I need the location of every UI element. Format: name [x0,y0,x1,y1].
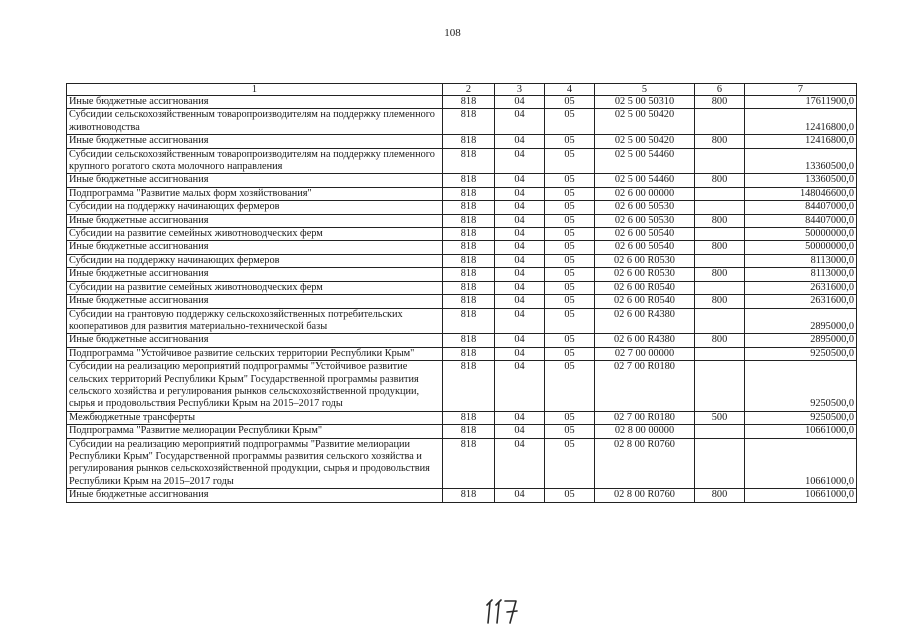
cell-ministry-code: 818 [443,228,495,241]
cell-subsection: 05 [545,187,595,200]
cell-section: 04 [495,96,545,109]
cell-subsection: 05 [545,361,595,412]
table-row [67,411,857,424]
row-description: Иные бюджетные ассигнования [67,135,443,148]
table-row [67,268,857,281]
column-header: 1 [67,84,443,96]
cell-section: 04 [495,411,545,424]
cell-section: 04 [495,361,545,412]
cell-amount: 9250500,0 [745,347,857,360]
table-row [67,334,857,347]
cell-ministry-code: 818 [443,438,495,489]
cell-subsection: 05 [545,109,595,135]
cell-section: 04 [495,347,545,360]
cell-ministry-code: 818 [443,254,495,267]
handwritten-page-number [483,596,533,626]
cell-expense-type: 800 [695,334,745,347]
cell-ministry-code: 818 [443,295,495,308]
table-row [67,135,857,148]
table-row [67,148,857,174]
cell-amount: 12416800,0 [745,109,857,135]
table-row [67,96,857,109]
cell-subsection: 05 [545,268,595,281]
row-description: Субсидии на поддержку начинающих фермеров [67,254,443,267]
cell-target-article: 02 6 00 00000 [595,187,695,200]
cell-section: 04 [495,425,545,438]
cell-ministry-code: 818 [443,281,495,294]
cell-subsection: 05 [545,135,595,148]
row-description: Субсидии сельскохозяйственным товаропроизводителям на поддержку племенного крупного рогатого скота молочного направления [67,148,443,174]
cell-amount: 9250500,0 [745,411,857,424]
cell-subsection: 05 [545,295,595,308]
cell-target-article: 02 8 00 R0760 [595,489,695,502]
cell-target-article: 02 6 00 50530 [595,201,695,214]
row-description: Иные бюджетные ассигнования [67,174,443,187]
row-description: Субсидии на поддержку начинающих фермеров [67,201,443,214]
table-row [67,438,857,489]
cell-expense-type [695,228,745,241]
cell-target-article: 02 5 00 54460 [595,148,695,174]
table-row [67,254,857,267]
cell-section: 04 [495,187,545,200]
cell-amount: 84407000,0 [745,214,857,227]
cell-subsection: 05 [545,254,595,267]
cell-section: 04 [495,334,545,347]
cell-subsection: 05 [545,281,595,294]
row-description: Субсидии сельскохозяйственным товаропроизводителям на поддержку племенного животноводства [67,109,443,135]
cell-subsection: 05 [545,174,595,187]
table-row [67,295,857,308]
cell-ministry-code: 818 [443,214,495,227]
cell-expense-type: 800 [695,135,745,148]
row-description: Субсидии на реализацию мероприятий подпрограммы "Устойчивое развитие сельских территорий Республики Крым" Государственной программы развития сельского хозяйства и регулирования рынков сельскохозяйственной продукции, сырья и продовольствия Республики Крым на 2015–2017 годы [67,361,443,412]
cell-target-article: 02 6 00 R4380 [595,334,695,347]
cell-amount: 2895000,0 [745,308,857,334]
cell-subsection: 05 [545,96,595,109]
cell-ministry-code: 818 [443,347,495,360]
cell-amount: 2895000,0 [745,334,857,347]
cell-amount: 10661000,0 [745,438,857,489]
cell-amount: 8113000,0 [745,268,857,281]
cell-amount: 50000000,0 [745,228,857,241]
row-description: Иные бюджетные ассигнования [67,268,443,281]
cell-ministry-code: 818 [443,109,495,135]
cell-amount: 17611900,0 [745,96,857,109]
row-description: Подпрограмма "Устойчивое развитие сельских территории Республики Крым" [67,347,443,360]
table-row [67,347,857,360]
cell-ministry-code: 818 [443,148,495,174]
row-description: Подпрограмма "Развитие мелиорации Республики Крым" [67,425,443,438]
table-row [67,187,857,200]
cell-expense-type [695,347,745,360]
column-header: 5 [595,84,695,96]
cell-expense-type: 800 [695,96,745,109]
table-row [67,241,857,254]
cell-subsection: 05 [545,411,595,424]
cell-target-article: 02 6 00 50540 [595,241,695,254]
cell-expense-type [695,109,745,135]
cell-target-article: 02 6 00 R0530 [595,268,695,281]
cell-target-article: 02 8 00 00000 [595,425,695,438]
cell-expense-type [695,187,745,200]
cell-expense-type: 800 [695,295,745,308]
row-description: Межбюджетные трансферты [67,411,443,424]
cell-target-article: 02 7 00 R0180 [595,361,695,412]
row-description: Иные бюджетные ассигнования [67,96,443,109]
cell-ministry-code: 818 [443,489,495,502]
cell-ministry-code: 818 [443,187,495,200]
row-description: Иные бюджетные ассигнования [67,214,443,227]
table-row [67,214,857,227]
row-description: Субсидии на развитие семейных животноводческих ферм [67,281,443,294]
cell-section: 04 [495,174,545,187]
cell-amount: 148046600,0 [745,187,857,200]
table-row [67,228,857,241]
cell-amount: 9250500,0 [745,361,857,412]
row-description: Иные бюджетные ассигнования [67,489,443,502]
cell-ministry-code: 818 [443,308,495,334]
cell-section: 04 [495,268,545,281]
cell-expense-type: 800 [695,214,745,227]
row-description: Субсидии на реализацию мероприятий подпрограммы "Развитие мелиорации Республики Крым" Государственной программы развития сельского хозяйства и регулирования рынков сельскохозяйственной продукции, сырья и продовольствия Республики Крым на 2015–2017 годы [67,438,443,489]
cell-expense-type: 800 [695,489,745,502]
table-row [67,489,857,502]
cell-expense-type: 800 [695,268,745,281]
table-row [67,109,857,135]
cell-subsection: 05 [545,425,595,438]
cell-target-article: 02 6 00 R4380 [595,308,695,334]
cell-target-article: 02 7 00 00000 [595,347,695,360]
cell-amount: 84407000,0 [745,201,857,214]
cell-expense-type [695,201,745,214]
cell-subsection: 05 [545,489,595,502]
cell-amount: 10661000,0 [745,489,857,502]
cell-expense-type [695,425,745,438]
cell-section: 04 [495,109,545,135]
cell-subsection: 05 [545,148,595,174]
table-row [67,361,857,412]
cell-target-article: 02 6 00 R0540 [595,295,695,308]
cell-subsection: 05 [545,214,595,227]
cell-subsection: 05 [545,201,595,214]
row-description: Субсидии на грантовую поддержку сельскохозяйственных потребительских кооперативов для развития материально-технической базы [67,308,443,334]
cell-subsection: 05 [545,241,595,254]
table-row [67,308,857,334]
cell-amount: 10661000,0 [745,425,857,438]
cell-section: 04 [495,438,545,489]
cell-ministry-code: 818 [443,334,495,347]
cell-amount: 13360500,0 [745,174,857,187]
budget-table [66,83,857,503]
cell-ministry-code: 818 [443,96,495,109]
cell-amount: 2631600,0 [745,281,857,294]
table-row [67,425,857,438]
cell-target-article: 02 5 00 54460 [595,174,695,187]
cell-ministry-code: 818 [443,268,495,281]
cell-section: 04 [495,201,545,214]
cell-subsection: 05 [545,438,595,489]
cell-amount: 12416800,0 [745,135,857,148]
cell-target-article: 02 5 00 50310 [595,96,695,109]
cell-expense-type [695,281,745,294]
cell-expense-type [695,361,745,412]
cell-amount: 50000000,0 [745,241,857,254]
table-row [67,281,857,294]
column-header: 3 [495,84,545,96]
cell-ministry-code: 818 [443,241,495,254]
column-header: 2 [443,84,495,96]
cell-ministry-code: 818 [443,425,495,438]
cell-target-article: 02 6 00 R0540 [595,281,695,294]
cell-target-article: 02 6 00 50540 [595,228,695,241]
cell-section: 04 [495,148,545,174]
cell-expense-type [695,254,745,267]
cell-subsection: 05 [545,334,595,347]
cell-section: 04 [495,135,545,148]
row-description: Субсидии на развитие семейных животноводческих ферм [67,228,443,241]
cell-subsection: 05 [545,228,595,241]
cell-section: 04 [495,254,545,267]
cell-expense-type [695,438,745,489]
table-header-row [67,84,857,96]
cell-ministry-code: 818 [443,361,495,412]
column-header: 6 [695,84,745,96]
cell-section: 04 [495,489,545,502]
cell-target-article: 02 6 00 50530 [595,214,695,227]
cell-section: 04 [495,214,545,227]
cell-ministry-code: 818 [443,135,495,148]
cell-target-article: 02 6 00 R0530 [595,254,695,267]
cell-section: 04 [495,228,545,241]
row-description: Иные бюджетные ассигнования [67,295,443,308]
table-row [67,174,857,187]
cell-ministry-code: 818 [443,201,495,214]
cell-ministry-code: 818 [443,174,495,187]
cell-amount: 8113000,0 [745,254,857,267]
cell-amount: 2631600,0 [745,295,857,308]
cell-section: 04 [495,308,545,334]
cell-expense-type [695,148,745,174]
cell-ministry-code: 818 [443,411,495,424]
cell-expense-type: 500 [695,411,745,424]
page-number: 108 [444,27,461,39]
row-description: Подпрограмма "Развитие малых форм хозяйствования" [67,187,443,200]
cell-expense-type [695,308,745,334]
column-header: 4 [545,84,595,96]
cell-subsection: 05 [545,347,595,360]
cell-target-article: 02 8 00 R0760 [595,438,695,489]
cell-target-article: 02 5 00 50420 [595,109,695,135]
cell-subsection: 05 [545,308,595,334]
table-row [67,201,857,214]
cell-amount: 13360500,0 [745,148,857,174]
cell-target-article: 02 5 00 50420 [595,135,695,148]
cell-section: 04 [495,241,545,254]
cell-section: 04 [495,281,545,294]
cell-expense-type: 800 [695,241,745,254]
row-description: Иные бюджетные ассигнования [67,334,443,347]
row-description: Иные бюджетные ассигнования [67,241,443,254]
cell-target-article: 02 7 00 R0180 [595,411,695,424]
cell-section: 04 [495,295,545,308]
column-header: 7 [745,84,857,96]
cell-expense-type: 800 [695,174,745,187]
